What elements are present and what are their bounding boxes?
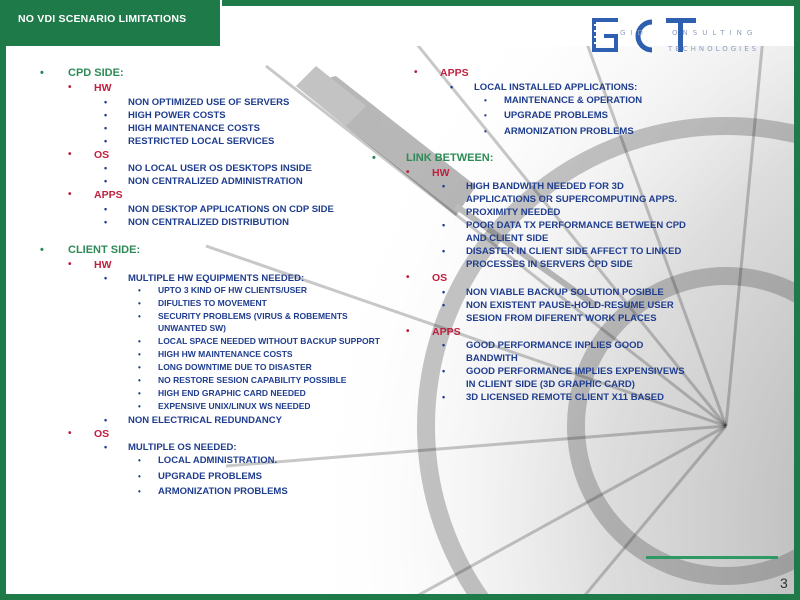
- category-label: • APPS: [432, 325, 461, 338]
- category-label: • HW: [94, 258, 112, 271]
- list-item: • POOR DATA TX PERFORMANCE BETWEEN CPD AND CLIENT SIDE: [442, 219, 692, 245]
- logo-text-mid: ONSULTING: [672, 29, 758, 37]
- cpd-os: [68, 148, 380, 189]
- sub-list-item: • UPGRADE PROBLEMS: [138, 470, 380, 484]
- section-label: • LINK BETWEEN:: [406, 151, 494, 164]
- item-text: • LOCAL INSTALLED APPLICATIONS:: [474, 81, 638, 93]
- sub-list-item: • MAINTENANCE & OPERATION: [484, 94, 722, 108]
- list-item: • NON VIABLE BACKUP SOLUTION POSIBLE: [442, 286, 692, 299]
- list-item: • NON EXISTENT PAUSE-HOLD-RESUME USER SESION FROM DIFERENT WORK PLACES: [442, 299, 692, 325]
- sub-list-item: • ARMONIZATION PROBLEMS: [138, 485, 380, 499]
- category-label: • OS: [432, 272, 448, 284]
- logo-text-top: GID: [620, 29, 648, 37]
- slide-title: NO VDI SCENARIO LIMITATIONS: [18, 13, 187, 25]
- list-item: • HIGH BANDWITH NEEDED FOR 3D APPLICATIONS OR SUPERCOMPUTING APPS. PROXIMITY NEEDED: [442, 180, 692, 219]
- client-apps: [414, 66, 722, 139]
- frame-right-border: [794, 0, 800, 600]
- spacer: [40, 229, 380, 243]
- sub-list-item: • LOCAL ADMINISTRATION.: [138, 454, 380, 468]
- client-os: [68, 427, 380, 500]
- category-label: • HW: [432, 166, 450, 179]
- page-number: 3: [780, 575, 788, 591]
- sub-list-item: • ARMONIZATION PROBLEMS: [484, 125, 722, 139]
- sub-list-item: • HIGH HW MAINTENANCE COSTS: [138, 349, 380, 361]
- list-item: • NON OPTIMIZED USE OF SERVERS: [104, 96, 380, 109]
- list-item: • HIGH POWER COSTS: [104, 109, 380, 122]
- sub-list-item: • EXPENSIVE UNIX/LINUX WS NEEDED: [138, 401, 380, 413]
- frame-bottom-border: [0, 594, 800, 600]
- link-hw: [406, 166, 722, 272]
- slide-title-box: [0, 0, 222, 46]
- section-label: • CPD SIDE:: [68, 67, 124, 79]
- section-client-side: [40, 243, 380, 500]
- category-label: • HW: [94, 82, 112, 94]
- item-text: • MULTIPLE OS NEEDED:: [128, 442, 237, 453]
- section-cpd-side: [40, 66, 380, 229]
- sub-list-item: • UPGRADE PROBLEMS: [484, 109, 722, 123]
- client-hw: [68, 258, 380, 427]
- section-link-between: [372, 151, 722, 405]
- list-item: • GOOD PERFORMANCE IMPLIES EXPENSIVEWS IN CLIENT SIDE (3D GRAPHIC CARD): [442, 365, 692, 391]
- logo-text-bottom: TECHNOLOGIES: [668, 45, 760, 53]
- list-item: • GOOD PERFORMANCE INPLIES GOOD BANDWITH: [442, 339, 692, 365]
- link-apps: [406, 325, 722, 405]
- cpd-apps: [68, 188, 380, 229]
- sub-list-item: • DIFULTIES TO MOVEMENT: [138, 298, 380, 310]
- frame-left-border: [0, 0, 6, 600]
- sub-list-item: • SECURITY PROBLEMS (VIRUS & ROBEMENTS UNWANTED SW): [138, 311, 380, 334]
- list-item: [104, 272, 380, 412]
- link-os: [406, 271, 722, 325]
- left-column: [40, 66, 380, 501]
- category-label: • APPS: [94, 189, 123, 201]
- right-column: [372, 66, 722, 404]
- category-label: • OS: [94, 148, 110, 161]
- list-item: • NON CENTRALIZED DISTRIBUTION: [104, 216, 380, 229]
- list-item: • NON ELECTRICAL REDUNDANCY: [104, 414, 380, 427]
- list-item: • NO LOCAL USER OS DESKTOPS INSIDE: [104, 162, 380, 175]
- list-item: • HIGH MAINTENANCE COSTS: [104, 122, 380, 135]
- sub-list-item: • LOCAL SPACE NEEDED WITHOUT BACKUP SUPPORT: [138, 336, 380, 348]
- list-item: [450, 81, 722, 139]
- sub-list-item: • HIGH END GRAPHIC CARD NEEDED: [138, 388, 380, 400]
- list-item: • DISASTER IN CLIENT SIDE AFFECT TO LINKED PROCESSES IN SERVERS CPD SIDE: [442, 245, 692, 271]
- list-item: • NON CENTRALIZED ADMINISTRATION: [104, 175, 380, 188]
- list-item: • RESTRICTED LOCAL SERVICES: [104, 135, 380, 148]
- sub-list-item: • UPTO 3 KIND OF HW CLIENTS/USER: [138, 285, 380, 297]
- list-item: • NON DESKTOP APPLICATIONS ON CDP SIDE: [104, 203, 380, 216]
- list-item: • 3D LICENSED REMOTE CLIENT X11 BASED: [442, 391, 692, 404]
- section-label: • CLIENT SIDE:: [68, 243, 141, 256]
- item-text: • MULTIPLE HW EQUIPMENTS NEEDED:: [128, 273, 305, 284]
- list-item: [104, 441, 380, 499]
- cpd-hw: [68, 81, 380, 148]
- sub-list-item: • NO RESTORE SESION CAPABILITY POSSIBLE: [138, 375, 380, 387]
- category-label: • APPS: [440, 67, 469, 79]
- decorative-line: [646, 556, 778, 559]
- category-label: • OS: [94, 427, 110, 440]
- frame-top-border: [220, 0, 800, 6]
- sub-list-item: • LONG DOWNTIME DUE TO DISASTER: [138, 362, 380, 374]
